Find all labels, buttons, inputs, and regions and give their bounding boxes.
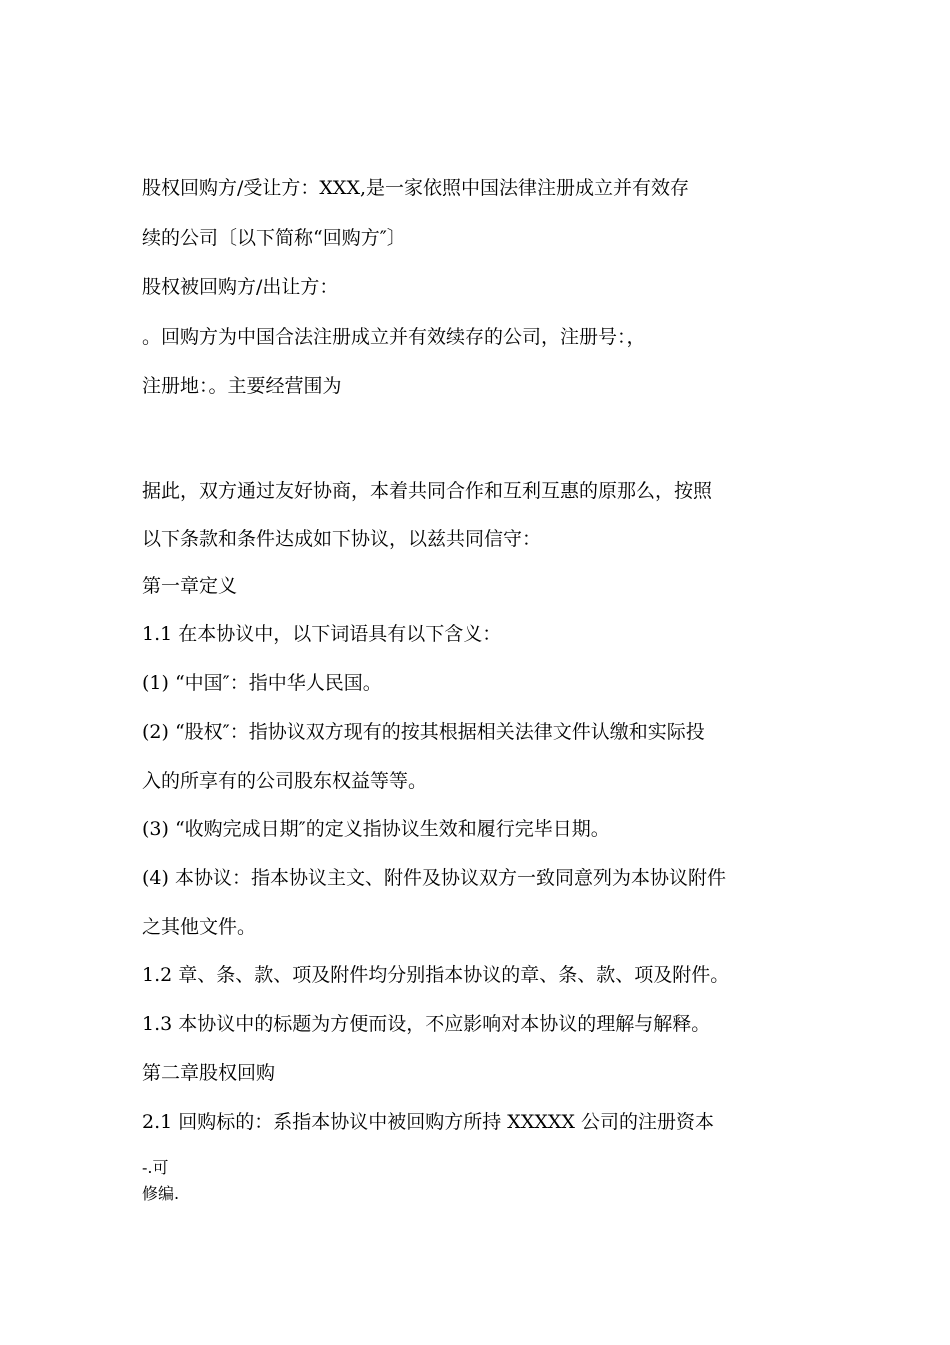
clause-2-1: 2.1 回购标的：系指本协议中被回购方所持 XXXXX 公司的注册资本 [142,1111,714,1133]
footer-note-line2: 修编. [142,1184,180,1203]
definition-3: (3) “收购完成日期″的定义指协议生效和履行完毕日期。 [142,818,610,840]
definition-2: (2) “股权″：指协议双方现有的按其根据相关法律文件认缴和实际投 [142,721,705,743]
registration-line: 。回购方为中国合法注册成立并有效续存的公司，注册号：， [142,326,646,348]
definition-4-continued: 之其他文件。 [142,916,257,938]
party-seller-line: 股权被回购方/出让方： [142,276,339,298]
definition-4: (4) 本协议：指本协议主文、附件及协议双方一致同意列为本协议附件 [142,867,726,889]
preamble-continued: 以下条款和条件达成如下协议，以兹共同信守： [142,528,542,550]
preamble-line: 据此，双方通过友好协商，本着共同合作和互利互惠的原那么，按照 [142,480,713,502]
clause-1-1: 1.1 在本协议中，以下词语具有以下含义： [142,623,502,645]
footer-note-line1: -.可 [142,1158,169,1177]
clause-1-3: 1.3 本协议中的标题为方便而设，不应影响对本协议的理解与解释。 [142,1013,711,1035]
registered-address-line: 注册地：。主要经营围为 [142,375,342,397]
party-buyer-continued: 续的公司〔以下简称“回购方″〕 [142,227,406,249]
party-buyer-line: 股权回购方/受让方：XXX,是一家依照中国法律注册成立并有效存 [142,177,690,199]
chapter-two-heading: 第二章股权回购 [142,1062,276,1084]
definition-2-continued: 入的所享有的公司股东权益等等。 [142,770,428,792]
chapter-one-heading: 第一章定义 [142,575,238,597]
clause-1-2: 1.2 章、条、款、项及附件均分别指本协议的章、条、款、项及附件。 [142,964,730,986]
definition-1: (1) “中国″：指中华人民国。 [142,672,382,694]
